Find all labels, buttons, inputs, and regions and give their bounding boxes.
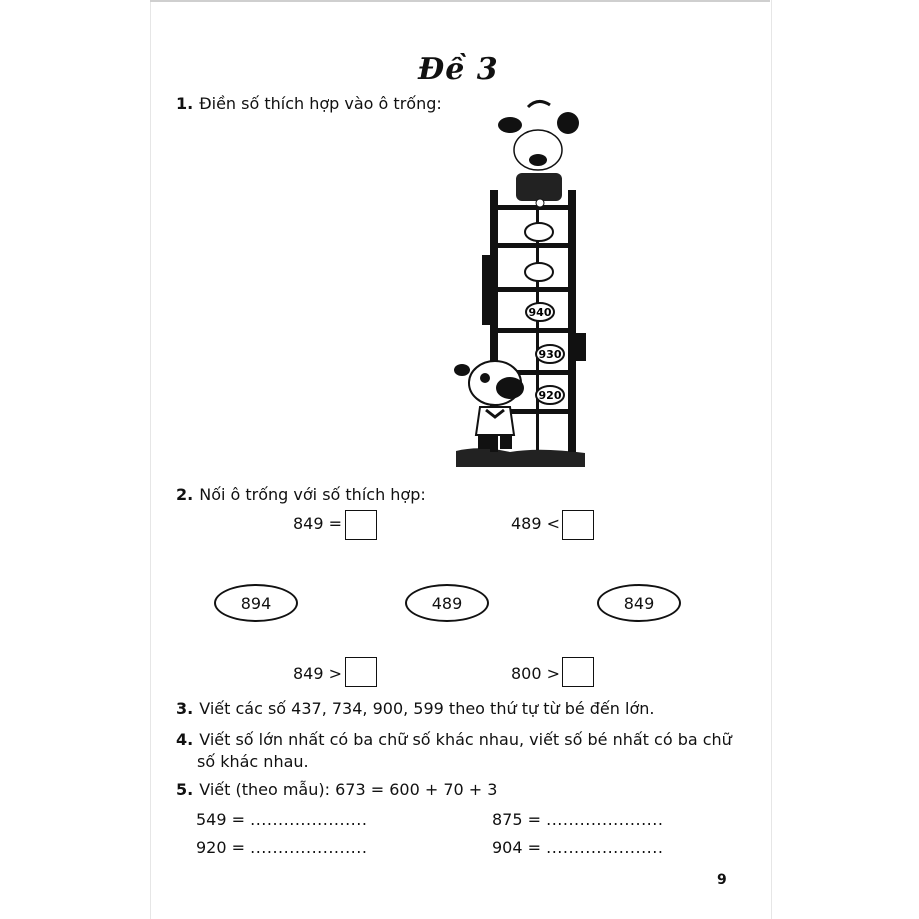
comparison-849-greater: 849 > (293, 664, 343, 683)
ground-shape (456, 448, 585, 467)
answer-blank[interactable]: ..................... (250, 810, 368, 829)
comparison-849-equals: 849 = (293, 514, 343, 533)
ladder-value: 930 (538, 348, 562, 361)
empty-oval-top (525, 223, 553, 241)
question-number: 3. (176, 699, 194, 718)
answer-box-849-greater[interactable] (345, 657, 377, 687)
comparison-489-less: 489 < (511, 514, 561, 533)
question-number: 4. (176, 730, 194, 749)
question-text: Điền số thích hợp vào ô trống: (199, 94, 442, 113)
answer-blank[interactable]: ..................... (546, 838, 664, 857)
answer-box-800-greater[interactable] (562, 657, 594, 687)
expansion-549 (196, 810, 367, 829)
number-oval[interactable]: 849 (597, 584, 681, 622)
question-3 (176, 697, 654, 721)
answer-blank[interactable]: ..................... (250, 838, 368, 857)
question-text: Viết (theo mẫu): 673 = 600 + 70 + 3 (199, 780, 498, 799)
answer-box-489-less[interactable] (562, 510, 594, 540)
comparison-800-greater: 800 > (511, 664, 561, 683)
page-title: Đề 3 (418, 52, 499, 87)
empty-oval-second (525, 263, 553, 281)
expansion-label: 920 = (196, 838, 246, 857)
question-text: Viết số lớn nhất có ba chữ số khác nhau, viết số bé nhất có ba chữ (199, 730, 732, 749)
question-4 (176, 728, 732, 752)
cow-character (454, 361, 524, 449)
question-2 (176, 483, 426, 507)
ladder-value: 920 (538, 389, 562, 402)
question-number: 1. (176, 94, 194, 113)
answer-box-849-equals[interactable] (345, 510, 377, 540)
ladder-illustration (440, 95, 600, 475)
expansion-label: 549 = (196, 810, 246, 829)
question-number: 2. (176, 485, 194, 504)
question-4-continuation: số khác nhau. (197, 752, 309, 771)
question-1 (176, 92, 442, 116)
question-text: Viết các số 437, 734, 900, 599 theo thứ tự từ bé đến lớn. (199, 699, 655, 718)
question-number: 5. (176, 780, 194, 799)
dog-character (498, 101, 579, 207)
question-5 (176, 778, 497, 802)
expansion-920 (196, 838, 367, 857)
page-number: 9 (717, 872, 727, 888)
expansion-label: 904 = (492, 838, 542, 857)
ladder-value: 940 (528, 306, 552, 319)
page-top-edge (150, 0, 770, 2)
expansion-904 (492, 838, 663, 857)
ladder-side-block (576, 333, 586, 361)
answer-blank[interactable]: ..................... (546, 810, 664, 829)
number-oval[interactable]: 894 (214, 584, 298, 622)
expansion-label: 875 = (492, 810, 542, 829)
expansion-875 (492, 810, 663, 829)
number-oval[interactable]: 489 (405, 584, 489, 622)
question-text: Nối ô trống với số thích hợp: (199, 485, 426, 504)
